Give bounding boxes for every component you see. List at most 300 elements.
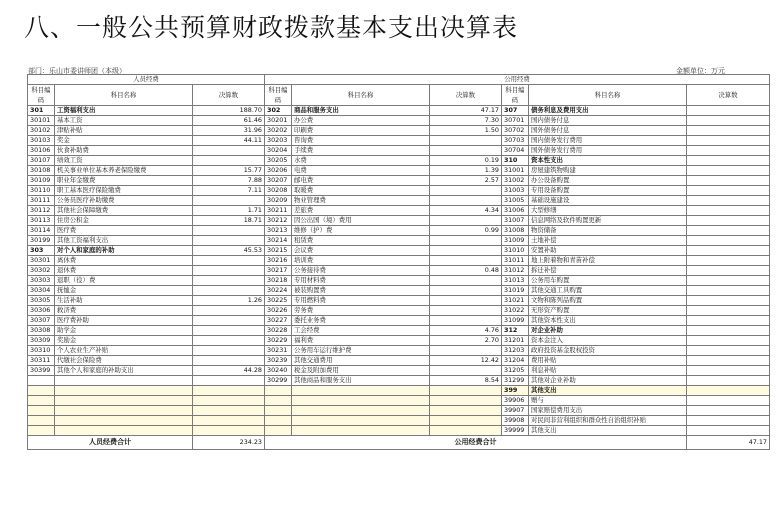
cell-name-3: 其他支出 — [529, 426, 687, 436]
cell-amount-3 — [687, 156, 770, 166]
cell-name-3: 利息补贴 — [529, 366, 687, 376]
cell-name-2: 其他商品和服务支出 — [292, 376, 430, 386]
cell-code-2 — [265, 396, 292, 406]
cell-amount-1 — [193, 426, 265, 436]
cell-name-2: 会议费 — [292, 246, 430, 256]
cell-amount-1 — [193, 346, 265, 356]
cell-amount-1 — [193, 236, 265, 246]
cell-code-2: 30216 — [265, 256, 292, 266]
cell-name-1: 退休费 — [55, 266, 193, 276]
cell-amount-1 — [193, 146, 265, 156]
cell-code-2: 30205 — [265, 156, 292, 166]
cell-name-3: 赠与 — [529, 396, 687, 406]
cell-code-1: 30304 — [28, 286, 55, 296]
cell-amount-1 — [193, 306, 265, 316]
cell-code-2: 30226 — [265, 306, 292, 316]
table-row — [28, 186, 770, 196]
cell-amount-1 — [193, 276, 265, 286]
cell-code-1: 30108 — [28, 166, 55, 176]
cell-amount-3 — [687, 166, 770, 176]
table-row — [28, 126, 770, 136]
cell-amount-3 — [687, 236, 770, 246]
cell-code-3: 31019 — [502, 286, 529, 296]
cell-code-2: 30240 — [265, 366, 292, 376]
cell-code-3: 39999 — [502, 426, 529, 436]
cell-code-3: 30701 — [502, 116, 529, 126]
cell-code-1 — [28, 376, 55, 386]
cell-amount-1: 188.70 — [193, 106, 265, 116]
cell-name-2: 取暖费 — [292, 186, 430, 196]
table-row — [28, 246, 770, 256]
table-row — [28, 156, 770, 166]
cell-code-2: 30231 — [265, 346, 292, 356]
cell-amount-2 — [430, 346, 502, 356]
cell-amount-3 — [687, 196, 770, 206]
cell-name-3: 无形资产购置 — [529, 306, 687, 316]
cell-code-2: 30239 — [265, 356, 292, 366]
cell-name-1: 退职（役）费 — [55, 276, 193, 286]
cell-name-2: 被装购置费 — [292, 286, 430, 296]
cell-name-3: 安置补助 — [529, 246, 687, 256]
cell-code-3: 39907 — [502, 406, 529, 416]
cell-code-3: 307 — [502, 106, 529, 116]
cell-code-1: 30308 — [28, 326, 55, 336]
personnel-header: 人员经费 — [28, 75, 265, 85]
cell-name-2 — [292, 386, 430, 396]
cell-name-2 — [292, 406, 430, 416]
table-row — [28, 216, 770, 226]
table-row — [28, 276, 770, 286]
cell-amount-3 — [687, 276, 770, 286]
cell-name-3: 国内债务发行费用 — [529, 136, 687, 146]
cell-amount-1 — [193, 376, 265, 386]
col-name-2: 科目名称 — [292, 85, 430, 106]
cell-name-2: 租赁费 — [292, 236, 430, 246]
cell-amount-3 — [687, 206, 770, 216]
cell-name-2: 专用燃料费 — [292, 296, 430, 306]
cell-name-1: 其他社会保障缴费 — [55, 206, 193, 216]
cell-amount-3 — [687, 186, 770, 196]
cell-amount-2 — [430, 196, 502, 206]
cell-name-2: 福利费 — [292, 336, 430, 346]
cell-name-3: 其他资本性支出 — [529, 316, 687, 326]
table-row — [28, 136, 770, 146]
cell-amount-2 — [430, 396, 502, 406]
cell-code-1: 30101 — [28, 116, 55, 126]
cell-amount-1: 31.96 — [193, 126, 265, 136]
cell-amount-2: 1.50 — [430, 126, 502, 136]
cell-name-1: 对个人和家庭的补助 — [55, 246, 193, 256]
table-row — [28, 146, 770, 156]
table-row — [28, 296, 770, 306]
cell-amount-3 — [687, 346, 770, 356]
cell-amount-2 — [430, 286, 502, 296]
cell-code-2: 30217 — [265, 266, 292, 276]
cell-name-2 — [292, 416, 430, 426]
cell-amount-3 — [687, 336, 770, 346]
table-row — [28, 376, 770, 386]
cell-code-1: 30110 — [28, 186, 55, 196]
cell-code-1: 303 — [28, 246, 55, 256]
cell-amount-2 — [430, 186, 502, 196]
cell-name-3: 资本性支出 — [529, 156, 687, 166]
cell-name-1: 助学金 — [55, 326, 193, 336]
cell-code-2: 30225 — [265, 296, 292, 306]
cell-name-2: 专用材料费 — [292, 276, 430, 286]
cell-code-3: 30702 — [502, 126, 529, 136]
cell-code-1: 30199 — [28, 236, 55, 246]
cell-code-1: 30109 — [28, 176, 55, 186]
page-title: 八、一般公共预算财政拨款基本支出决算表 — [24, 13, 519, 42]
cell-name-1: 其他个人和家庭的补助支出 — [55, 366, 193, 376]
table-row — [28, 196, 770, 206]
cell-name-3: 大型修缮 — [529, 206, 687, 216]
cell-code-1 — [28, 386, 55, 396]
cell-code-2 — [265, 406, 292, 416]
cell-name-3: 拆迁补偿 — [529, 266, 687, 276]
cell-amount-1: 61.46 — [193, 116, 265, 126]
cell-name-3: 信息网络及软件购置更新 — [529, 216, 687, 226]
cell-amount-2 — [430, 276, 502, 286]
col-code-2: 科目编码 — [265, 85, 292, 106]
cell-amount-3 — [687, 176, 770, 186]
cell-amount-2: 2.57 — [430, 176, 502, 186]
table-row — [28, 106, 770, 116]
cell-name-2: 咨询费 — [292, 136, 430, 146]
cell-code-3: 31201 — [502, 336, 529, 346]
cell-code-2: 30218 — [265, 276, 292, 286]
cell-name-3: 文物和陈列品购置 — [529, 296, 687, 306]
cell-name-3: 土地补偿 — [529, 236, 687, 246]
cell-code-2: 30204 — [265, 146, 292, 156]
cell-amount-1 — [193, 356, 265, 366]
cell-amount-2 — [430, 316, 502, 326]
cell-name-3: 地上附着物和青苗补偿 — [529, 256, 687, 266]
cell-amount-1 — [193, 326, 265, 336]
table-row — [28, 316, 770, 326]
cell-code-3: 31005 — [502, 196, 529, 206]
cell-code-3: 31299 — [502, 376, 529, 386]
cell-name-3: 其他交通工具购置 — [529, 286, 687, 296]
cell-amount-2 — [430, 216, 502, 226]
cell-name-3: 对企业补助 — [529, 326, 687, 336]
cell-name-2: 电费 — [292, 166, 430, 176]
cell-name-3: 债务利息及费用支出 — [529, 106, 687, 116]
cell-amount-2 — [430, 136, 502, 146]
cell-name-2 — [292, 426, 430, 436]
cell-name-2: 培训费 — [292, 256, 430, 266]
cell-code-3: 39906 — [502, 396, 529, 406]
cell-code-1: 30305 — [28, 296, 55, 306]
cell-amount-2: 4.34 — [430, 206, 502, 216]
cell-name-2: 工会经费 — [292, 326, 430, 336]
cell-code-1: 30102 — [28, 126, 55, 136]
cell-amount-2 — [430, 306, 502, 316]
cell-amount-3 — [687, 146, 770, 156]
table-row — [28, 176, 770, 186]
cell-amount-1 — [193, 286, 265, 296]
personnel-total-label: 人员经费合计 — [28, 436, 193, 450]
cell-name-3: 政府投资基金股权投资 — [529, 346, 687, 356]
cell-amount-1 — [193, 416, 265, 426]
table-row — [28, 206, 770, 216]
cell-amount-3 — [687, 296, 770, 306]
expenditure-table — [27, 74, 770, 450]
cell-name-1: 伙食补助费 — [55, 146, 193, 156]
cell-amount-3 — [687, 386, 770, 396]
cell-code-3: 30703 — [502, 136, 529, 146]
cell-code-1 — [28, 406, 55, 416]
cell-code-1: 30113 — [28, 216, 55, 226]
table-row — [28, 396, 770, 406]
cell-code-1: 30111 — [28, 196, 55, 206]
cell-name-2 — [292, 396, 430, 406]
cell-amount-1: 1.71 — [193, 206, 265, 216]
cell-name-1: 工资福利支出 — [55, 106, 193, 116]
cell-amount-1 — [193, 406, 265, 416]
unit-label: 金额单位：万元 — [676, 67, 725, 75]
cell-amount-3 — [687, 326, 770, 336]
cell-name-3: 费用补贴 — [529, 356, 687, 366]
cell-name-1: 其他工资福利支出 — [55, 236, 193, 246]
cell-code-1 — [28, 396, 55, 406]
cell-code-1: 30301 — [28, 256, 55, 266]
cell-code-3: 31205 — [502, 366, 529, 376]
cell-amount-1: 7.88 — [193, 176, 265, 186]
cell-code-2: 30207 — [265, 176, 292, 186]
cell-code-1: 30112 — [28, 206, 55, 216]
cell-code-2: 30227 — [265, 316, 292, 326]
cell-amount-3 — [687, 126, 770, 136]
cell-code-2: 30206 — [265, 166, 292, 176]
cell-code-3: 31009 — [502, 236, 529, 246]
cell-name-3: 国外债务发行费用 — [529, 146, 687, 156]
cell-name-1 — [55, 386, 193, 396]
cell-amount-1 — [193, 256, 265, 266]
cell-code-1 — [28, 426, 55, 436]
cell-amount-2: 8.54 — [430, 376, 502, 386]
cell-name-3: 资本金注入 — [529, 336, 687, 346]
cell-name-1: 个人农业生产补贴 — [55, 346, 193, 356]
cell-name-1: 住房公积金 — [55, 216, 193, 226]
cell-amount-2 — [430, 426, 502, 436]
cell-code-2: 30215 — [265, 246, 292, 256]
cell-amount-3 — [687, 116, 770, 126]
cell-code-1: 30106 — [28, 146, 55, 156]
cell-amount-1: 44.11 — [193, 136, 265, 146]
cell-name-1: 奖励金 — [55, 336, 193, 346]
cell-code-1: 30399 — [28, 366, 55, 376]
table-row — [28, 346, 770, 356]
cell-name-3: 房屋建筑物购建 — [529, 166, 687, 176]
public-total-label: 公用经费合计 — [265, 436, 687, 450]
cell-amount-2: 4.76 — [430, 326, 502, 336]
table-row — [28, 306, 770, 316]
cell-code-1: 30311 — [28, 356, 55, 366]
cell-code-3: 399 — [502, 386, 529, 396]
cell-code-2: 30208 — [265, 186, 292, 196]
cell-name-1: 代缴社会保险费 — [55, 356, 193, 366]
cell-amount-3 — [687, 426, 770, 436]
cell-code-1: 30303 — [28, 276, 55, 286]
cell-name-1: 绩效工资 — [55, 156, 193, 166]
cell-amount-3 — [687, 366, 770, 376]
cell-code-3: 31022 — [502, 306, 529, 316]
cell-name-2: 公务用车运行维护费 — [292, 346, 430, 356]
cell-amount-2 — [430, 256, 502, 266]
cell-code-2 — [265, 386, 292, 396]
col-name-1: 科目名称 — [55, 85, 193, 106]
cell-code-2: 30203 — [265, 136, 292, 146]
cell-amount-2 — [430, 406, 502, 416]
cell-amount-1 — [193, 226, 265, 236]
cell-amount-3 — [687, 246, 770, 256]
cell-name-1: 公务员医疗补助缴费 — [55, 196, 193, 206]
cell-amount-3 — [687, 106, 770, 116]
cell-name-2: 邮电费 — [292, 176, 430, 186]
cell-name-2: 差旅费 — [292, 206, 430, 216]
cell-name-1 — [55, 416, 193, 426]
cell-code-3: 31011 — [502, 256, 529, 266]
table-row — [28, 286, 770, 296]
table-row — [28, 336, 770, 346]
cell-amount-2: 47.17 — [430, 106, 502, 116]
cell-name-3: 基础设施建设 — [529, 196, 687, 206]
cell-amount-3 — [687, 396, 770, 406]
cell-name-3: 公务用车购置 — [529, 276, 687, 286]
cell-amount-1 — [193, 156, 265, 166]
cell-amount-1: 7.11 — [193, 186, 265, 196]
cell-name-1: 职工基本医疗保险缴费 — [55, 186, 193, 196]
cell-code-2: 30214 — [265, 236, 292, 246]
cell-amount-2: 0.99 — [430, 226, 502, 236]
cell-code-2: 30202 — [265, 126, 292, 136]
cell-name-1: 机关事业单位基本养老保险缴费 — [55, 166, 193, 176]
cell-amount-1 — [193, 336, 265, 346]
cell-name-1: 医疗费补助 — [55, 316, 193, 326]
cell-code-2 — [265, 416, 292, 426]
cell-code-3: 310 — [502, 156, 529, 166]
cell-name-2: 印刷费 — [292, 126, 430, 136]
cell-code-3: 31021 — [502, 296, 529, 306]
cell-code-2: 302 — [265, 106, 292, 116]
cell-name-1 — [55, 426, 193, 436]
table-row — [28, 166, 770, 176]
cell-amount-3 — [687, 266, 770, 276]
cell-code-1: 301 — [28, 106, 55, 116]
cell-amount-3 — [687, 306, 770, 316]
cell-code-2: 30212 — [265, 216, 292, 226]
cell-amount-2 — [430, 386, 502, 396]
cell-code-1: 30302 — [28, 266, 55, 276]
cell-code-2: 30211 — [265, 206, 292, 216]
cell-name-1: 职业年金缴费 — [55, 176, 193, 186]
department-label: 部门：乐山市委讲师团（本级） — [28, 67, 126, 75]
cell-code-3: 31013 — [502, 276, 529, 286]
table-row — [28, 426, 770, 436]
cell-name-2: 水费 — [292, 156, 430, 166]
table-row — [28, 116, 770, 126]
table-row — [28, 416, 770, 426]
cell-code-3: 31007 — [502, 216, 529, 226]
cell-code-3: 31204 — [502, 356, 529, 366]
cell-code-3: 31002 — [502, 176, 529, 186]
cell-amount-2 — [430, 146, 502, 156]
cell-name-1: 基本工资 — [55, 116, 193, 126]
personnel-total-value: 234.23 — [193, 436, 265, 450]
cell-code-2 — [265, 426, 292, 436]
cell-amount-2 — [430, 416, 502, 426]
public-header: 公用经费 — [265, 75, 770, 85]
cell-amount-3 — [687, 356, 770, 366]
table-row — [28, 256, 770, 266]
cell-code-1: 30107 — [28, 156, 55, 166]
cell-code-3: 31012 — [502, 266, 529, 276]
cell-name-1: 奖金 — [55, 136, 193, 146]
cell-code-3: 31099 — [502, 316, 529, 326]
cell-name-2: 其他交通费用 — [292, 356, 430, 366]
cell-amount-1 — [193, 316, 265, 326]
cell-code-3: 31001 — [502, 166, 529, 176]
cell-code-1: 30114 — [28, 226, 55, 236]
cell-name-3: 国内债务付息 — [529, 116, 687, 126]
cell-name-1 — [55, 406, 193, 416]
cell-code-3: 31006 — [502, 206, 529, 216]
cell-amount-3 — [687, 226, 770, 236]
cell-amount-2: 2.70 — [430, 336, 502, 346]
cell-code-1: 30306 — [28, 306, 55, 316]
cell-code-3: 31008 — [502, 226, 529, 236]
table-row — [28, 406, 770, 416]
table-row — [28, 366, 770, 376]
cell-name-1: 离休费 — [55, 256, 193, 266]
cell-code-2: 30209 — [265, 196, 292, 206]
cell-code-2: 30229 — [265, 336, 292, 346]
cell-name-2: 公务接待费 — [292, 266, 430, 276]
col-code-1: 科目编码 — [28, 85, 55, 106]
cell-name-1: 医疗费 — [55, 226, 193, 236]
cell-name-1 — [55, 376, 193, 386]
cell-amount-3 — [687, 406, 770, 416]
cell-code-3: 30704 — [502, 146, 529, 156]
cell-amount-3 — [687, 416, 770, 426]
table-row — [28, 326, 770, 336]
table-row — [28, 386, 770, 396]
table-row — [28, 236, 770, 246]
cell-name-3: 其他支出 — [529, 386, 687, 396]
col-amount-2: 决算数 — [430, 85, 502, 106]
cell-code-3: 31003 — [502, 186, 529, 196]
cell-amount-2 — [430, 296, 502, 306]
cell-name-3: 办公设备购置 — [529, 176, 687, 186]
cell-code-2: 30224 — [265, 286, 292, 296]
cell-code-2: 30228 — [265, 326, 292, 336]
cell-code-3: 312 — [502, 326, 529, 336]
col-code-3: 科目编码 — [502, 85, 529, 106]
cell-amount-1: 18.71 — [193, 216, 265, 226]
cell-name-3: 物资储备 — [529, 226, 687, 236]
cell-code-2: 30299 — [265, 376, 292, 386]
cell-amount-2: 0.48 — [430, 266, 502, 276]
cell-name-2: 物业管理费 — [292, 196, 430, 206]
cell-name-3: 专用设备购置 — [529, 186, 687, 196]
cell-code-2: 30201 — [265, 116, 292, 126]
table-row — [28, 266, 770, 276]
cell-code-2: 30213 — [265, 226, 292, 236]
col-amount-1: 决算数 — [193, 85, 265, 106]
cell-name-2: 委托业务费 — [292, 316, 430, 326]
cell-amount-3 — [687, 256, 770, 266]
